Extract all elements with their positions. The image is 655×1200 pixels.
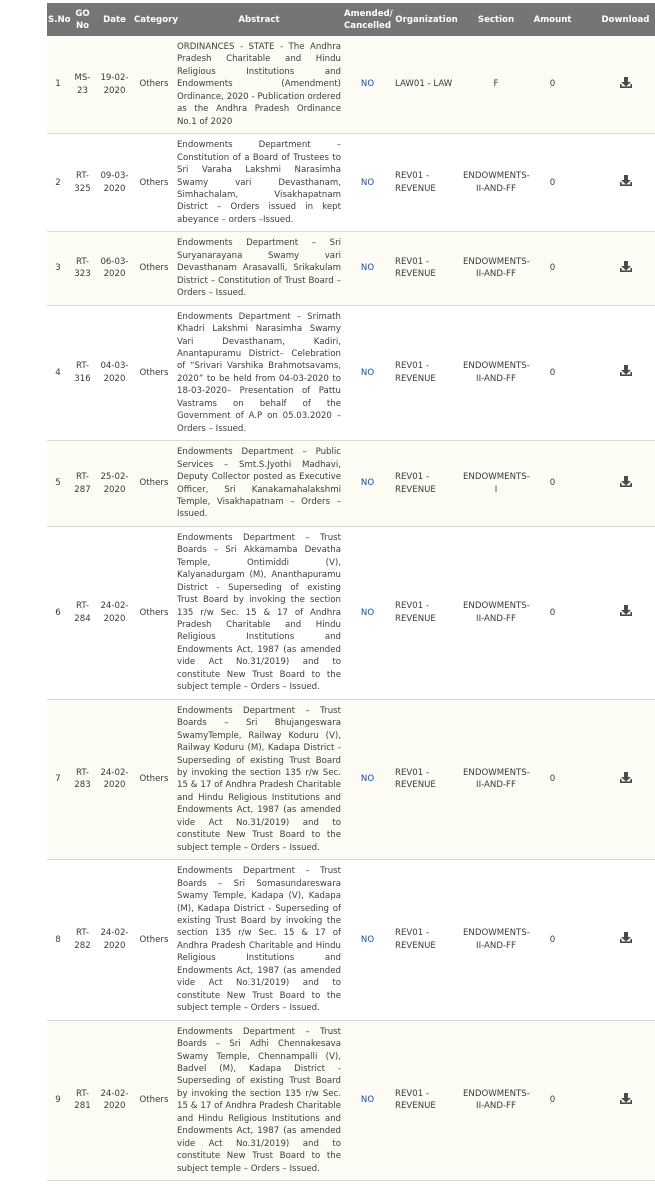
cell-organization: REV01 - REVENUE — [395, 472, 436, 495]
cell-go-no: RT-281 — [74, 1088, 91, 1112]
cell-amount: 0 — [549, 774, 556, 785]
download-icon[interactable] — [619, 1092, 633, 1105]
cell-category: Others — [139, 263, 169, 274]
cell-amount: 0 — [549, 367, 556, 378]
table-body — [47, 36, 655, 1181]
cell-amended: NO — [360, 263, 375, 274]
cell-category: Others — [139, 367, 169, 378]
cell-date: 24-02-2020 — [100, 601, 129, 624]
cell-abstract: Endowments Department – Trust Boards – Sri Akkamamba Devatha Temple, Ontimiddi (V), Kalyanadurgam (M), Ananthapuramu District - Superseding of existing Trust Board by invoking the section 135 r/w Sec. 15 & 17 of Andhra Pradesh Charitable and Hindu Religious Institutions and Endowments Act, 1987 (as amended vide Act No.31/2019) and to constitute New Trust Board to the subject temple – Orders – Issued. — [177, 532, 341, 693]
cell-section: ENDOWMENTS-II-AND-FF — [463, 361, 530, 384]
cell-amount: 0 — [549, 607, 556, 618]
cell-download — [574, 441, 655, 527]
cell-download — [574, 860, 655, 1020]
header-abstract[interactable]: Abstract — [238, 14, 280, 25]
cell-section: ENDOWMENTS-I — [463, 472, 530, 495]
header-amount[interactable]: Amount — [533, 14, 572, 25]
cell-abstract: Endowments Department – Trust Boards – Sri Somasundareswara Swamy Temple, Kadapa (V), Kadapa (M), Kadapa District - Superseding of existing Trust Board by invoking the section 135 r/w Sec. 15 & 17 of Andhra Pradesh Charitable and Hindu Religious Institutions and Endowments Act, 1987 (as amended vide Act No.31/2019) and to constitute New Trust Board to the subject temple – Orders – Issued. — [177, 866, 341, 1014]
table-row — [47, 134, 655, 232]
cell-date: 06-03-2020 — [100, 256, 129, 280]
cell-category: Others — [139, 607, 169, 618]
cell-category: Others — [139, 1095, 169, 1106]
cell-go-no: RT-323 — [74, 256, 91, 280]
cell-amended: NO — [360, 1095, 375, 1106]
cell-category: Others — [139, 79, 169, 90]
cell-organization: REV01 - REVENUE — [395, 256, 436, 280]
cell-amount: 0 — [549, 1095, 556, 1106]
cell-sno: 1 — [55, 79, 61, 90]
cell-abstract: Endowments Department – Public Services – Smt.S.Jyothi Madhavi, Deputy Collector posted as Executive Officer, Sri Kanakamahalakshmi Temple, Visakhapatnam – Orders – Issued. — [177, 447, 341, 520]
cell-sno: 9 — [55, 1095, 61, 1106]
cell-category: Others — [139, 774, 169, 785]
cell-amended: NO — [360, 177, 375, 188]
cell-amount: 0 — [549, 263, 556, 274]
header-go-no[interactable]: GO No — [75, 8, 90, 31]
header-download[interactable]: Download — [601, 14, 650, 25]
cell-section: ENDOWMENTS-II-AND-FF — [463, 767, 530, 791]
cell-sno: 7 — [55, 774, 61, 785]
cell-amended: NO — [360, 934, 375, 945]
download-icon[interactable] — [619, 76, 633, 89]
download-icon[interactable] — [619, 475, 633, 488]
table-row — [47, 441, 655, 527]
cell-amended: NO — [360, 367, 375, 378]
cell-section: ENDOWMENTS-II-AND-FF — [463, 601, 530, 624]
cell-download — [574, 305, 655, 441]
cell-amended: NO — [360, 79, 375, 90]
cell-amount: 0 — [549, 177, 556, 188]
cell-section: ENDOWMENTS-II-AND-FF — [463, 256, 530, 280]
table-row — [47, 305, 655, 441]
go-table — [47, 3, 655, 1181]
cell-organization: REV01 - REVENUE — [395, 928, 436, 951]
cell-section: F — [493, 79, 499, 90]
cell-sno: 4 — [55, 367, 61, 378]
cell-organization: LAW01 - LAW — [395, 79, 453, 90]
cell-amount: 0 — [549, 934, 556, 945]
cell-date: 24-02-2020 — [100, 767, 129, 791]
cell-sno: 3 — [55, 263, 61, 274]
cell-sno: 6 — [55, 607, 61, 618]
download-icon[interactable] — [619, 604, 633, 617]
cell-download — [574, 699, 655, 859]
cell-organization: REV01 - REVENUE — [395, 1088, 436, 1112]
cell-abstract: Endowments Department – Sri Suryanarayana Swamy vari Devasthanam Arasavalli, Srikakulam District – Constitution of Trust Board – Orders – Issued. — [177, 238, 341, 299]
cell-amended: NO — [360, 478, 375, 489]
table-row — [47, 699, 655, 859]
header-sno[interactable]: S.No — [48, 14, 71, 25]
cell-abstract: Endowments Department – Constitution of a Board of Trustees to Sri Varaha Lakshmi Narasimha Swamy vari Devasthanam, Simhachalam, Visakhapatnam District – Orders issued in kept abeyance – orders –Issued. — [177, 140, 341, 225]
cell-date: 19-02-2020 — [100, 73, 129, 96]
cell-abstract: ORDINANCES - STATE - The Andhra Pradesh Charitable and Hindu Religious Institutions and Endowments (Amendment) Ordinance, 2020 - Publication ordered as the Andhra Pradesh Ordinance No.1 of 2020 — [177, 42, 341, 127]
cell-organization: REV01 - REVENUE — [395, 601, 436, 624]
table-row — [47, 36, 655, 134]
cell-download — [574, 1020, 655, 1180]
cell-organization: REV01 - REVENUE — [395, 361, 436, 384]
cell-sno: 2 — [55, 177, 61, 188]
cell-go-no: RT-283 — [74, 767, 91, 791]
cell-go-no: RT-287 — [74, 472, 91, 495]
cell-sno: 8 — [55, 934, 61, 945]
cell-date: 24-02-2020 — [100, 928, 129, 951]
cell-download — [574, 526, 655, 699]
cell-category: Others — [139, 934, 169, 945]
cell-category: Others — [139, 177, 169, 188]
cell-amount: 0 — [549, 79, 556, 90]
table-header — [47, 3, 655, 36]
cell-go-no: RT-316 — [74, 361, 91, 384]
cell-amended: NO — [360, 607, 375, 618]
cell-organization: REV01 - REVENUE — [395, 767, 436, 791]
cell-download — [574, 232, 655, 305]
cell-date: 04-03-2020 — [100, 361, 129, 384]
download-icon[interactable] — [619, 260, 633, 273]
cell-date: 24-02-2020 — [100, 1088, 129, 1112]
cell-download — [574, 36, 655, 134]
download-icon[interactable] — [619, 174, 633, 187]
cell-abstract: Endowments Department – Trust Boards – Sri Adhi Chennakesava Swamy Temple, Chennampalli (V), Badvel (M), Kadapa District - Superseding of existing Trust Board by invoking the section 135 r/w Sec. 15 & 17 of Andhra Pradesh Charitable and Hindu Religious Institutions and Endowments Act, 1987 (as amended vide Act No.31/2019) and to constitute New Trust Board to the subject temple – Orders – Issued. — [177, 1026, 341, 1174]
table-row — [47, 526, 655, 699]
cell-amended: NO — [360, 774, 375, 785]
cell-go-no: MS-23 — [74, 73, 91, 96]
cell-go-no: RT-282 — [74, 928, 91, 951]
cell-go-no: RT-284 — [74, 601, 91, 624]
header-section[interactable]: Section — [477, 14, 515, 25]
cell-date: 25-02-2020 — [100, 472, 129, 495]
cell-abstract: Endowments Department – Srimath Khadri Lakshmi Narasimha Swamy Vari Devasthanam, Kadiri, Anantapuramu District– Celebration of “Srivari Varshika Brahmotsavams, 2020” to be held from 04-03-2020 to 18-03-2020– Presentation of Pattu Vastrams on behalf of the Government of A.P on 05.03.2020 – Orders – Issued. — [177, 311, 341, 434]
cell-go-no: RT-325 — [74, 171, 91, 194]
cell-sno: 5 — [55, 478, 61, 489]
cell-amount: 0 — [549, 478, 556, 489]
header-date[interactable]: Date — [103, 14, 126, 25]
cell-section: ENDOWMENTS-II-AND-FF — [463, 928, 530, 951]
download-icon[interactable] — [619, 771, 633, 784]
cell-date: 09-03-2020 — [100, 171, 129, 194]
table-row — [47, 1020, 655, 1180]
table-row — [47, 860, 655, 1020]
table-row — [47, 232, 655, 305]
cell-section: ENDOWMENTS-II-AND-FF — [463, 171, 530, 194]
cell-abstract: Endowments Department – Trust Boards – Sri Bhujangeswara SwamyTemple, Railway Koduru (V), Railway Koduru (M), Kadapa District - Superseding of existing Trust Board by invoking the section 135 r/w Sec. 15 & 17 of Andhra Pradesh Charitable and Hindu Religious Institutions and Endowments Act, 1987 (as amended vide Act No.31/2019) and to constitute New Trust Board to the subject temple – Orders – Issued. — [177, 705, 341, 853]
header-category[interactable]: Category — [134, 14, 178, 25]
cell-download — [574, 134, 655, 232]
cell-organization: REV01 - REVENUE — [395, 171, 436, 194]
cell-section: ENDOWMENTS-II-AND-FF — [463, 1088, 530, 1112]
header-amended[interactable]: Amended/ Cancelled — [344, 8, 393, 31]
cell-category: Others — [139, 478, 169, 489]
download-icon[interactable] — [619, 364, 633, 377]
header-organization[interactable]: Organization — [395, 14, 458, 25]
download-icon[interactable] — [619, 931, 633, 944]
